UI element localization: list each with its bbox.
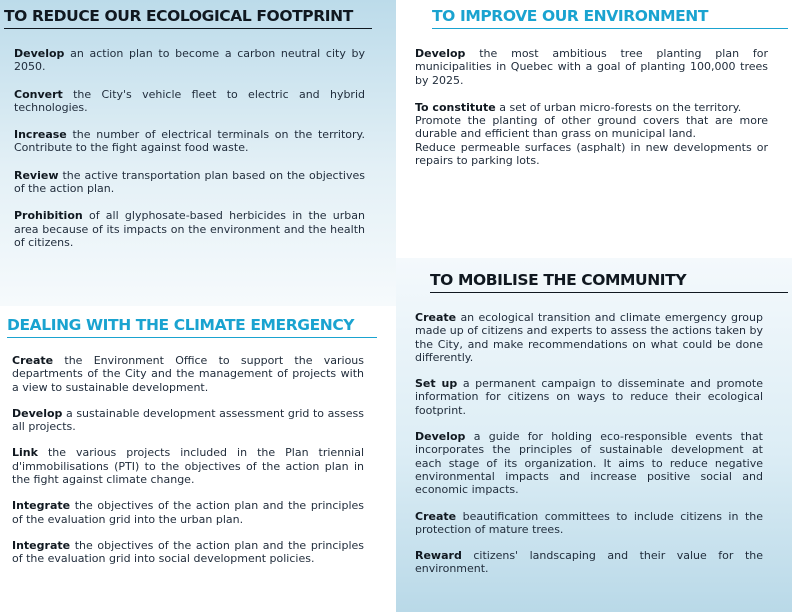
panel-climate-emergency bbox=[0, 306, 396, 612]
list-item: Develop a guide for holding eco-responsible events that incorporates the principles of sustainable development at each stage of its organization. It aims to reduce negative environmental impacts and increase positive social and economic impacts. bbox=[415, 430, 763, 497]
list-item: Prohibition of all glyphosate-based herbicides in the urban area because of its impacts on the environment and the health of citizens. bbox=[14, 209, 365, 249]
list-item: Convert the City's vehicle fleet to electric and hybrid technologies. bbox=[14, 87, 365, 114]
list-item: Integrate the objectives of the action plan and the principles of the evaluation grid into social development policies. bbox=[12, 538, 364, 566]
heading-improve-environment: TO IMPROVE OUR ENVIRONMENT bbox=[432, 7, 788, 29]
heading-mobilise-community: TO MOBILISE THE COMMUNITY bbox=[430, 271, 788, 293]
list-item: Integrate the objectives of the action plan and the principles of the evaluation grid into the urban plan. bbox=[12, 499, 364, 526]
list-item: Create beautification committees to include citizens in the protection of mature trees. bbox=[415, 509, 763, 536]
list-item: Increase the number of electrical terminals on the territory. Contribute to the fight against food waste. bbox=[14, 128, 365, 155]
heading-reduce-footprint: TO REDUCE OUR ECOLOGICAL FOOTPRINT bbox=[4, 7, 372, 29]
list-item: Create an ecological transition and climate emergency group made up of citizens and experts to assess the actions taken by the City, and make recommendations on what could be done differently. bbox=[415, 311, 763, 364]
list-item: Promote the planting of other ground covers that are more durable and efficient than grass on municipal land. bbox=[415, 114, 768, 141]
list-item: To constitute a set of urban micro-forests on the territory. bbox=[415, 100, 742, 114]
panel-mobilise-community bbox=[396, 258, 792, 612]
list-mobilise bbox=[415, 311, 763, 576]
list-item: Develop a sustainable development assessment grid to assess all projects. bbox=[12, 406, 364, 434]
list-climate bbox=[12, 354, 364, 566]
list-item: Link the various projects included in the Plan triennial d'immobilisations (PTI) to the objectives of the action plan in the fight against climate change. bbox=[12, 446, 364, 487]
list-item: Create the Environment Office to support the various departments of the City and the management of projects with a view to sustainable development. bbox=[12, 354, 364, 394]
panel-reduce-footprint bbox=[0, 0, 396, 306]
panel-improve-environment bbox=[396, 0, 792, 258]
list-item: Review the active transportation plan based on the objectives of the action plan. bbox=[14, 168, 365, 196]
list-reduce bbox=[14, 47, 365, 249]
list-item: Set up a permanent campaign to disseminate and promote information for citizens on ways to reduce their ecological footprint. bbox=[415, 377, 763, 417]
list-improve bbox=[415, 47, 768, 167]
list-item: Reduce permeable surfaces (asphalt) in new developments or repairs to parking lots. bbox=[415, 140, 768, 168]
list-item: Reward citizens' landscaping and their value for the environment. bbox=[415, 549, 763, 576]
heading-climate-emergency: DEALING WITH THE CLIMATE EMERGENCY bbox=[7, 316, 377, 338]
list-item: Develop an action plan to become a carbon neutral city by 2050. bbox=[14, 47, 365, 74]
list-item: Develop the most ambitious tree planting plan for municipalities in Quebec with a goal of planting 100,000 trees by 2025. bbox=[415, 47, 768, 87]
